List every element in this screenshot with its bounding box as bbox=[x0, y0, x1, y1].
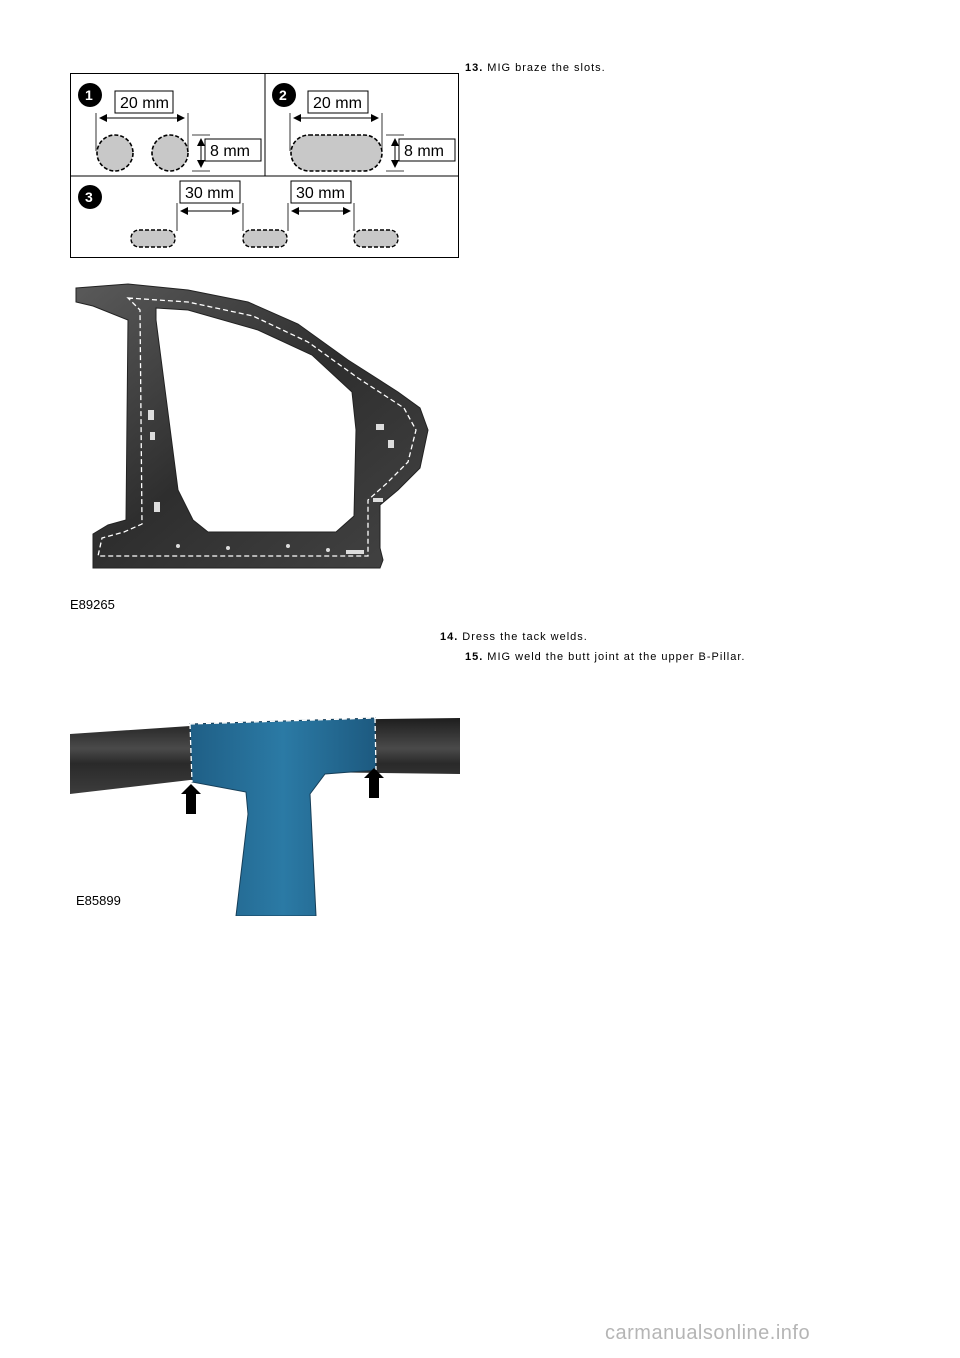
panel-number: 1 bbox=[85, 87, 93, 103]
figure-id: E85899 bbox=[76, 893, 121, 908]
step-text: MIG braze the slots. bbox=[487, 62, 606, 74]
body-side-panel-figure bbox=[68, 280, 440, 620]
spacing-label: 30 mm bbox=[296, 185, 345, 202]
b-pillar-joint-figure bbox=[70, 714, 460, 916]
step-13 bbox=[465, 62, 606, 74]
step-number: 13. bbox=[465, 62, 484, 74]
step-15 bbox=[465, 651, 745, 663]
height-label: 8 mm bbox=[404, 143, 444, 160]
height-label: 8 mm bbox=[210, 143, 250, 160]
step-number: 15. bbox=[465, 651, 484, 663]
step-14 bbox=[440, 631, 588, 643]
width-label: 20 mm bbox=[120, 95, 169, 112]
spacing-label: 30 mm bbox=[185, 185, 234, 202]
step-text: Dress the tack welds. bbox=[462, 631, 588, 643]
panel-number: 2 bbox=[279, 87, 287, 103]
side-panel-shape bbox=[76, 284, 428, 568]
panel-number: 3 bbox=[85, 189, 93, 205]
figure-id: E89265 bbox=[70, 597, 115, 612]
slot-dimension-diagram bbox=[70, 73, 460, 259]
step-text: MIG weld the butt joint at the upper B-Pillar. bbox=[487, 651, 746, 663]
step-number: 14. bbox=[440, 631, 459, 643]
width-label: 20 mm bbox=[313, 95, 362, 112]
watermark: carmanualsonline.info bbox=[605, 1322, 811, 1344]
